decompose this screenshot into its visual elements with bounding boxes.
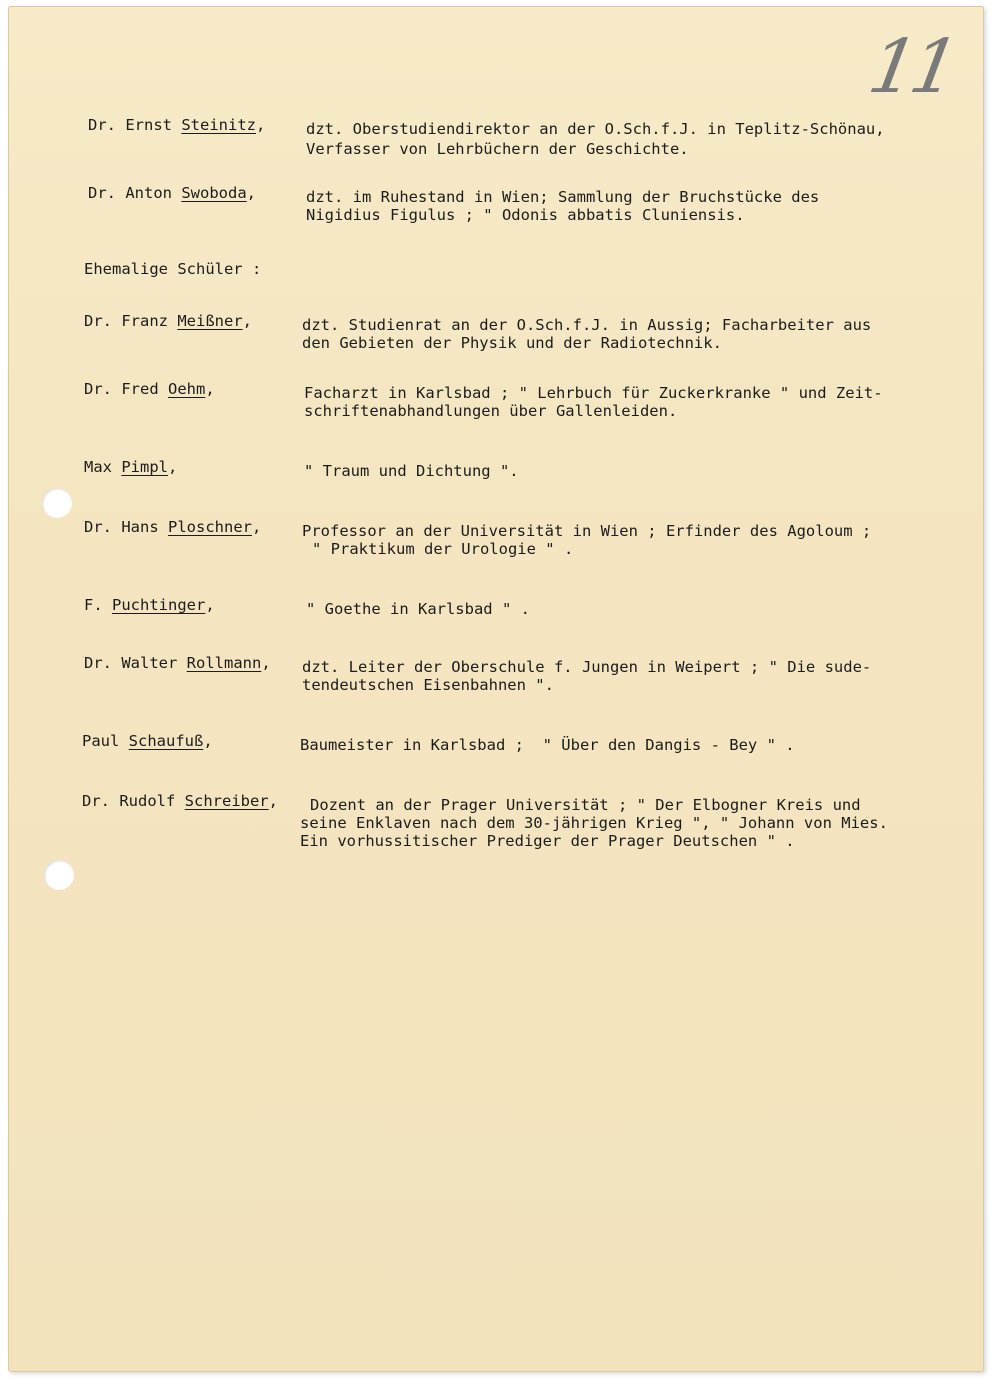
section-heading-former-students: Ehemalige Schüler : (84, 260, 262, 278)
entry-suffix: , (205, 380, 215, 398)
entry-suffix: , (252, 518, 262, 536)
entry-desc-line: Baumeister in Karlsbad ; " Über den Dangis - Bey " . (300, 736, 795, 754)
entry-desc-line: dzt. im Ruhestand in Wien; Sammlung der Bruchstücke des (306, 188, 820, 206)
entry-surname: Swoboda (181, 184, 247, 202)
entry-title: Dr. Anton (88, 184, 182, 202)
entry-desc-line: " Praktikum der Urologie " . (312, 540, 574, 558)
entry-surname: Meißner (177, 312, 243, 330)
entry-name (88, 184, 256, 202)
entry-title: Dr. Fred (84, 380, 168, 398)
entry-name (88, 116, 265, 134)
entry-desc-line: dzt. Oberstudiendirektor an der O.Sch.f.J. in Teplitz-Schönau, (306, 120, 885, 138)
entry-desc-line: Verfasser von Lehrbüchern der Geschichte. (306, 140, 689, 158)
entry-title: Dr. Franz (84, 312, 178, 330)
entry-surname: Oehm (168, 380, 206, 398)
entry-desc-line: " Traum und Dichtung ". (304, 462, 519, 480)
entry-title: Dr. Rudolf (82, 792, 185, 810)
entry-desc-line: Nigidius Figulus ; " Odonis abbatis Cluniensis. (306, 206, 745, 224)
entry-title: Dr. Ernst (88, 116, 182, 134)
punch-hole-top (42, 488, 72, 518)
entry-suffix: , (268, 792, 278, 810)
entry-title: Dr. Walter (84, 654, 187, 672)
entry-surname: Ploschner (168, 518, 252, 536)
entry-desc-line: den Gebieten der Physik und der Radiotechnik. (302, 334, 722, 352)
entry-desc-line: dzt. Leiter der Oberschule f. Jungen in Weipert ; " Die sude- (302, 658, 872, 676)
entry-title: F. (84, 596, 112, 614)
entry-name (84, 596, 215, 614)
document-page (8, 6, 984, 1372)
entry-desc-line: schriftenabhandlungen über Gallenleiden. (304, 402, 678, 420)
entry-desc-line: Professor an der Universität in Wien ; Erfinder des Agoloum ; (302, 522, 872, 540)
entry-suffix: , (203, 732, 213, 750)
entry-suffix: , (242, 312, 252, 330)
punch-hole-bottom (44, 860, 74, 890)
entry-desc-line: " Goethe in Karlsbad " . (306, 600, 530, 618)
entry-name (84, 312, 252, 330)
entry-title: Dr. Hans (84, 518, 168, 536)
entry-surname: Rollmann (186, 654, 262, 672)
entry-title: Paul (82, 732, 129, 750)
entry-title: Max (84, 458, 122, 476)
entry-desc-line: Ein vorhussitischer Prediger der Prager Deutschen " . (300, 832, 795, 850)
entry-suffix: , (205, 596, 215, 614)
entry-name (84, 380, 215, 398)
entry-name (84, 654, 271, 672)
entry-desc-line: Dozent an der Prager Universität ; " Der Elbogner Kreis und (310, 796, 861, 814)
entry-name (82, 732, 213, 750)
entry-desc-line: Facharzt in Karlsbad ; " Lehrbuch für Zuckerkranke " und Zeit- (304, 384, 883, 402)
entry-name (82, 792, 278, 810)
entry-suffix: , (255, 116, 266, 134)
entry-name (84, 518, 261, 536)
entry-surname: Pimpl (121, 458, 168, 476)
entry-surname: Steinitz (181, 116, 256, 134)
entry-desc-line: seine Enklaven nach dem 30-jährigen Krieg ", " Johann von Mies. (300, 814, 888, 832)
entry-suffix: , (261, 654, 271, 672)
entry-surname: Schreiber (184, 792, 269, 810)
page-number: 11 (862, 24, 960, 110)
entry-suffix: , (168, 458, 178, 476)
entry-surname: Puchtinger (112, 596, 206, 614)
entry-surname: Schaufuß (128, 732, 204, 750)
entry-desc-line: dzt. Studienrat an der O.Sch.f.J. in Aussig; Facharbeiter aus (302, 316, 872, 334)
entry-suffix: , (246, 184, 256, 202)
entry-name (84, 458, 177, 476)
entry-desc-line: tendeutschen Eisenbahnen ". (302, 676, 554, 694)
